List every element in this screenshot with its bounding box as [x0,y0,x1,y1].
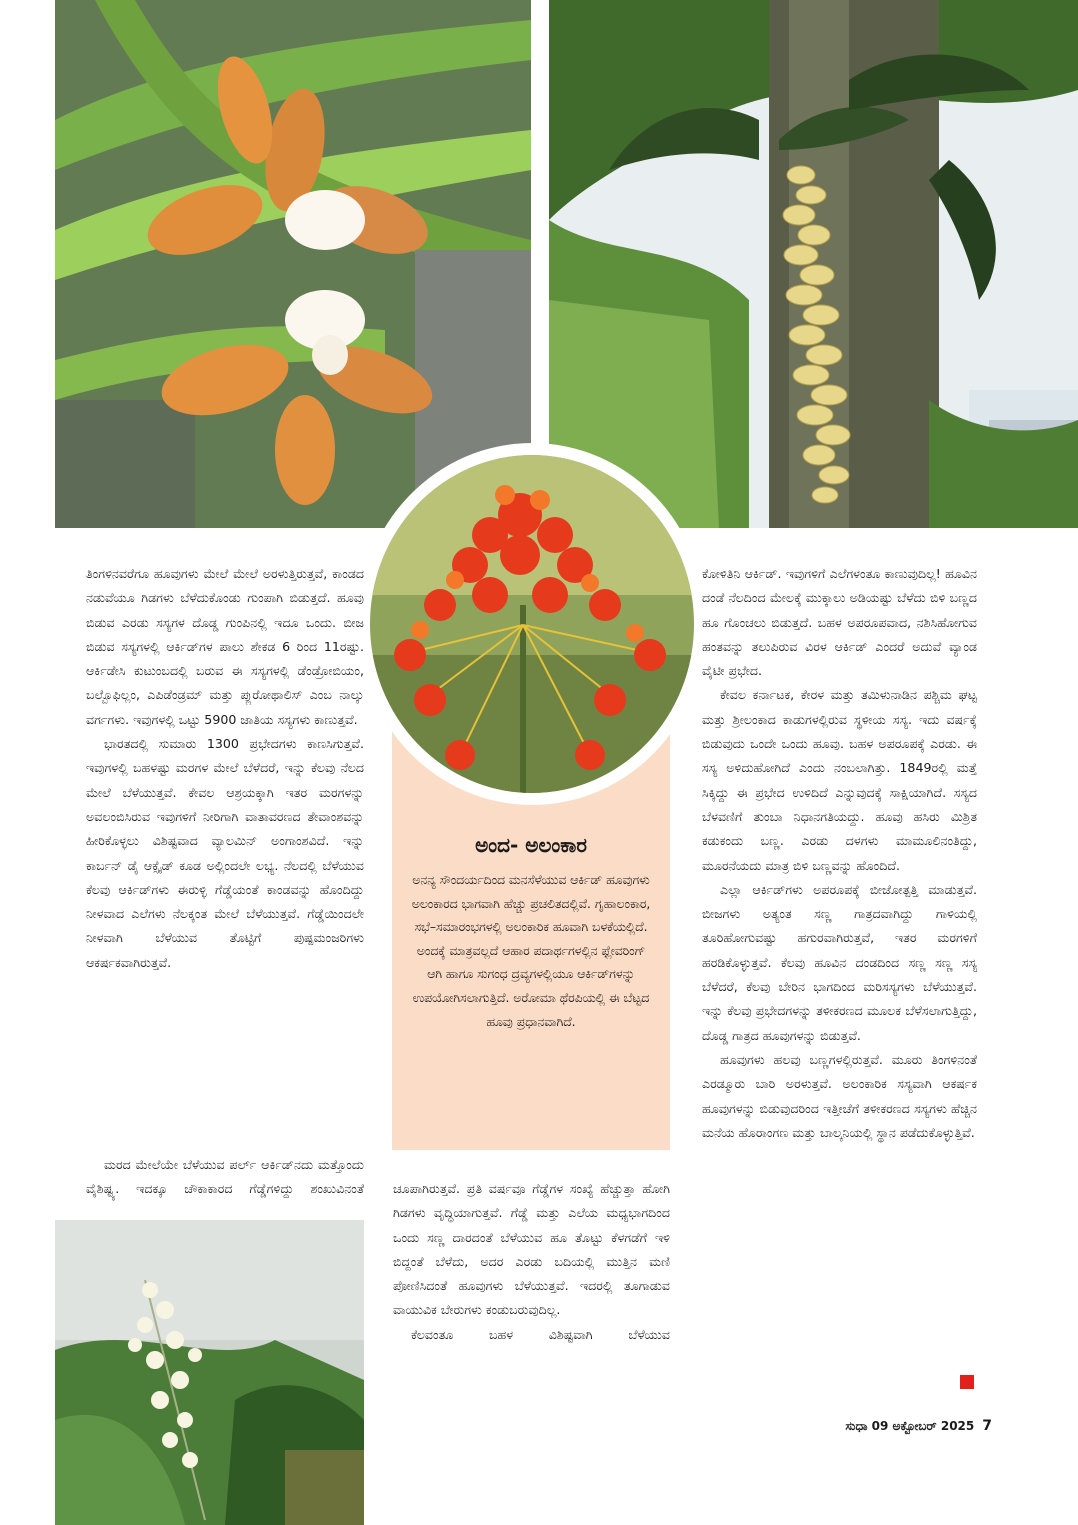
column-left-bottom [86,1153,364,1202]
page-footer [812,1418,992,1434]
paragraph: ಕೇವಲ ಕರ್ನಾಟಕ, ಕೇರಳ ಮತ್ತು ತಮಿಳುನಾಡಿನ ಪಶ್ಚಿಮ ಘಟ್ಟ ಮತ್ತು ಶ್ರೀಲಂಕಾದ ಕಾಡುಗಳಲ್ಲಿರುವ ಸ್ಥಳೀಯ ಸಸ್ಯ. ಇದು ವರ್ಷಕ್ಕೆ ಬಿಡುವುದು ಒಂದೇ ಒಂದು ಹೂವು. ಬಹಳ ಅಪರೂಪಕ್ಕೆ ಎರಡು. ಈ ಸಸ್ಯ ಅಳಿದುಹೋಗಿದೆ ಎಂದು ನಂಬಲಾಗಿತ್ತು. 1849ರಲ್ಲಿ ಮತ್ತೆ ಸಿಕ್ಕಿದ್ದು ಈ ಪ್ರಭೇದ ಉಳಿದಿದೆ ಎನ್ನುವುದಕ್ಕೆ ಸಾಕ್ಷಿಯಾಗಿದೆ. ಸಸ್ಯದ ಬೆಳವಣಿಗೆ ತುಂಬಾ ನಿಧಾನಗತಿಯದ್ದು. ಹೂವು ಹಸಿರು ಮಿಶ್ರಿತ ಕಡುಕಂದು ಬಣ್ಣ. ಎರಡು ದಳಗಳು ಮಾಮೂಲಿನಂತಿದ್ದು, ಮೂರನೆಯದು ಮಾತ್ರ ಬಿಳಿ ಬಣ್ಣವನ್ನು ಹೊಂದಿದೆ. [702,687,977,873]
footer-magazine-date: ಸುಧಾ 09 ಅಕ್ಟೋಬರ್ 2025 [845,1419,975,1433]
paragraph: ಹೂವುಗಳು ಹಲವು ಬಣ್ಣಗಳಲ್ಲಿರುತ್ತವೆ. ಮೂರು ತಿಂಗಳಿನಂತೆ ಎರಡ್ಮೂರು ಬಾರಿ ಅರಳುತ್ತವೆ. ಅಲಂಕಾರಿಕ ಸಸ್ಯವಾಗಿ ಆಕರ್ಷಕ ಹೂವುಗಳನ್ನು ಬಿಡುವುದರಿಂದ ಇತ್ತೀಚೆಗೆ ತಳೀಕರಣದ ಸಸ್ಯಗಳು ಹೆಚ್ಚಿನ ಮನೆಯ ಹೊರಾಂಗಣ ಮತ್ತು ಬಾಲ್ಕನಿಯಲ್ಲಿ ಸ್ಥಾನ ಪಡೆದುಕೊಳ್ಳುತ್ತಿವೆ. [702,1051,977,1140]
end-of-article-mark [960,1375,974,1389]
paragraph: ಎಲ್ಲಾ ಆರ್ಕಿಡ್‌ಗಳು ಅಪರೂಪಕ್ಕೆ ಬೀಜೋತ್ಪತ್ತಿ ಮಾಡುತ್ತವೆ. ಬೀಜಗಳು ಅತ್ಯಂತ ಸಣ್ಣ ಗಾತ್ರದವಾಗಿದ್ದು ಗಾಳಿಯಲ್ಲಿ ತೂರಿಹೋಗುವಷ್ಟು ಹಗುರವಾಗಿರುತ್ತವೆ, ಇತರ ಮರಗಳಿಗೆ ಹರಡಿಕೊಳ್ಳುತ್ತವೆ. ಕೆಲವು ಹೂವಿನ ದಂಡದಿಂದ ಸಣ್ಣ ಸಣ್ಣ ಸಸ್ಯ ಬೆಳೆದರೆ, ಕೆಲವು ಬೇರಿನ ಭಾಗದಿಂದ ಮರಿಸಸ್ಯಗಳು ಬೆಳೆಯುತ್ತವೆ. ಇನ್ನು ಕೆಲವು ಪ್ರಭೇದಗಳನ್ನು ತಳೀಕರಣದ ಮೂಲಕ ಬೆಳೆಸಲಾಗುತ್ತಿದ್ದು, ದೊಡ್ಡ ಗಾತ್ರದ ಹೂವುಗಳನ್ನು ಬಿಡುತ್ತವೆ. [702,881,977,1043]
paragraph: ಕೋಳಿತಿನಿ ಆರ್ಕಿಡ್. ಇವುಗಳಿಗೆ ಎಲೆಗಳಂತೂ ಕಾಣುವುದಿಲ್ಲ! ಹೂವಿನ ದಂಡೆ ನೆಲದಿಂದ ಮೇಲಕ್ಕೆ ಮುಕ್ಕಾಲು ಅಡಿಯಷ್ಟು ಬೆಳೆದು ಬಿಳಿ ಬಣ್ಣದ ಹೂ ಗೊಂಚಲು ಬಿಡುತ್ತದೆ. ಬಹಳ ಅಪರೂಪವಾದ, ನಶಿಸಿಹೋಗುವ ಹಂತವನ್ನು ತಲುಪಿರುವ ವಿರಳ ಆರ್ಕಿಡ್ ಎಂದರೆ ಅದುವೆ ವ್ಯಾಂಡ ವೈಟೀ ಪ್ರಭೇದ. [702,566,977,679]
column-left-top [86,562,364,975]
sidebar-text: ಅನನ್ಯ ಸೌಂದರ್ಯದಿಂದ ಮನಸೆಳೆಯುವ ಆರ್ಕಿಡ್ ಹೂವುಗಳು ಅಲಂಕಾರದ ಭಾಗವಾಗಿ ಹೆಚ್ಚು ಪ್ರಚಲಿತದಲ್ಲಿವೆ. ಗೃಹಾಲಂಕಾರ, ಸಭೆ–ಸಮಾರಂಭಗಳಲ್ಲಿ ಅಲಂಕಾರಿಕ ಹೂವಾಗಿ ಬಳಕೆಯಲ್ಲಿದೆ. ಅಂದಕ್ಕೆ ಮಾತ್ರವಲ್ಲದೆ ಆಹಾರ ಪದಾರ್ಥಗಳಲ್ಲಿನ ಫ್ಲೇವರಿಂಗ್ ಆಗಿ ಹಾಗೂ ಸುಗಂಧ ದ್ರವ್ಯಗಳಲ್ಲಿಯೂ ಆರ್ಕಿಡ್‌ಗಳನ್ನು ಉಪಯೋಗಿಸಲಾಗುತ್ತಿದೆ. ಅರೋಮಾ ಥೆರಪಿಯಲ್ಲಿ ಈ ಬೆಟ್ಟದ ಹೂವು ಪ್ರಧಾನವಾಗಿದೆ. [411,873,651,1029]
circle-photo-frame [358,443,706,805]
paragraph: ಭಾರತದಲ್ಲಿ ಸುಮಾರು 1300 ಪ್ರಭೇದಗಳು ಕಾಣಸಿಗುತ್ತವೆ. ಇವುಗಳಲ್ಲಿ ಬಹಳಷ್ಟು ಮರಗಳ ಮೇಲೆ ಬೆಳೆದರೆ, ಇನ್ನು ಕೆಲವು ನೆಲದ ಮೇಲೆ ಬೆಳೆಯುತ್ತವೆ. ಕೇವಲ ಆಶ್ರಯಕ್ಕಾಗಿ ಇತರ ಮರಗಳನ್ನು ಅವಲಂಬಿಸಿರುವ ಇವುಗಳಿಗೆ ನೀರಿಗಾಗಿ ವಾತಾವರಣದ ತೇವಾಂಶವನ್ನು ಹೀರಿಕೊಳ್ಳಲು ವಿಶಿಷ್ಟವಾದ ವ್ಯಾಲಮಿನ್ ಅಂಗಾಂಶವಿದೆ. ಇನ್ನು ಕಾರ್ಬನ್ ಡೈ ಆಕ್ಸೈಡ್ ಕೂಡ ಅಲ್ಲಿಂದಲೇ ಲಭ್ಯ. ನೆಲದಲ್ಲಿ ಬೆಳೆಯುವ ಕೆಲವು ಆರ್ಕಿಡ್‌ಗಳು ಈರುಳ್ಳಿ ಗೆಡ್ಡೆಯಂತೆ ಕಾಂಡವನ್ನು ಹೊಂದಿದ್ದು ನೀಳವಾದ ಎಲೆಗಳು ನೆಲಕ್ಕಂತ ಮೇಲೆ ಬೆಳೆಯುತ್ತವೆ. ಗೆಡ್ಡೆಯಿಂದಲೇ ನೀಳವಾಗಿ ಬೆಳೆಯುವ ತೊಟ್ಟಿಗೆ ಪುಷ್ಪಮಂಜರಿಗಳು ಆಕರ್ಷಕವಾಗಿರುತ್ತವೆ. [86,736,364,970]
paragraph: ಕೆಲವಂತೂ ಬಹಳ ವಿಶಿಷ್ಟವಾಗಿ ಬೆಳೆಯುವ [411,1326,670,1342]
sidebar-title: ಅಂದ- ಅಲಂಕಾರ [475,833,587,857]
chain-orchid-photo [549,0,1078,528]
paragraph: ಚೂಪಾಗಿರುತ್ತವೆ. ಪ್ರತಿ ವರ್ಷವೂ ಗೆಡ್ಡೆಗಳ ಸಂಖ್ಯೆ ಹೆಚ್ಚುತ್ತಾ ಹೋಗಿ ಗಿಡಗಳು ವೃದ್ಧಿಯಾಗುತ್ತವೆ. ಗೆಡ್ಡೆ ಮತ್ತು ಎಲೆಯ ಮಧ್ಯಭಾಗದಿಂದ ಒಂದು ಸಣ್ಣ ದಾರದಂತೆ ಬೆಳೆಯುವ ಹೂ ತೊಟ್ಟು ಕೆಳಗಡೆಗೆ ಇಳಿ ಬಿದ್ದಂತೆ ಬೆಳೆದು, ಅದರ ಎರಡು ಬದಿಯಲ್ಲಿ ಮುತ್ತಿನ ಮಣಿ ಪೋಣಿಸಿದಂತೆ ಹೂವುಗಳು ಬೆಳೆಯುತ್ತವೆ. ಇದರಲ್ಲಿ ತೂಗಾಡುವ ವಾಯುವಿಕ ಬೇರುಗಳು ಕಂಡುಬರುವುದಿಲ್ಲ. [393,1181,670,1318]
paragraph: ತಿಂಗಳಿನವರೆಗೂ ಹೂವುಗಳು ಮೇಲೆ ಮೇಲೆ ಅರಳುತ್ತಿರುತ್ತವೆ, ಕಾಂಡದ ನಡುವೆಯೂ ಗಿಡಗಳು ಬೆಳೆದುಕೊಂಡು ಗುಂಪಾಗಿ ಬಿಡುತ್ತದೆ. ಹೂವು ಬಿಡುವ ಎರಡು ಸಸ್ಯಗಳ ದೊಡ್ಡ ಗುಂಪಿನಲ್ಲಿ ಇದೂ ಒಂದು. ಬೀಜ ಬಿಡುವ ಸಸ್ಯಗಳಲ್ಲಿ ಆರ್ಕಿಡ್‌ಗಳ ಪಾಲು ಶೇಕಡ 6 ರಿಂದ 11ರಷ್ಟು. ಆರ್ಕಿಡೇಸಿ ಕುಟುಂಬದಲ್ಲಿ ಬರುವ ಈ ಸಸ್ಯಗಳಲ್ಲಿ ಡೆಂಡ್ರೋಬಿಯಂ, ಬಲ್ಬೊಫಿಲ್ಲಂ, ಎಪಿಡೆಂಡ್ರಮ್ ಮತ್ತು ಪ್ಲುರೋಥಾಲಿಸ್ ಎಂಬ ನಾಲ್ಕು ವರ್ಗಗಳು. ಇವುಗಳಲ್ಲಿ ಒಟ್ಟು 5900 ಜಾತಿಯ ಸಸ್ಯಗಳು ಕಾಣುತ್ತವೆ. [86,566,364,727]
column-right [702,562,977,1145]
page-number: 7 [982,1418,992,1434]
column-middle-bottom [393,1177,670,1347]
red-orchid-cluster-photo [370,455,694,793]
paragraph: ಮರದ ಮೇಲೆಯೇ ಬೆಳೆಯುವ ಪರ್ಲ್ ಆರ್ಕಿಡ್‌ನದು ಮತ್ತೊಂದು ವೈಶಿಷ್ಟ್ಯ. ಇದಕ್ಕೂ ಚೌಕಾಕಾರದ ಗೆಡ್ಡೆಗಳಿದ್ದು ಶಂಖುವಿನಂತೆ [86,1157,364,1197]
orange-orchid-photo [55,0,531,528]
white-orchid-photo [55,1220,364,1525]
